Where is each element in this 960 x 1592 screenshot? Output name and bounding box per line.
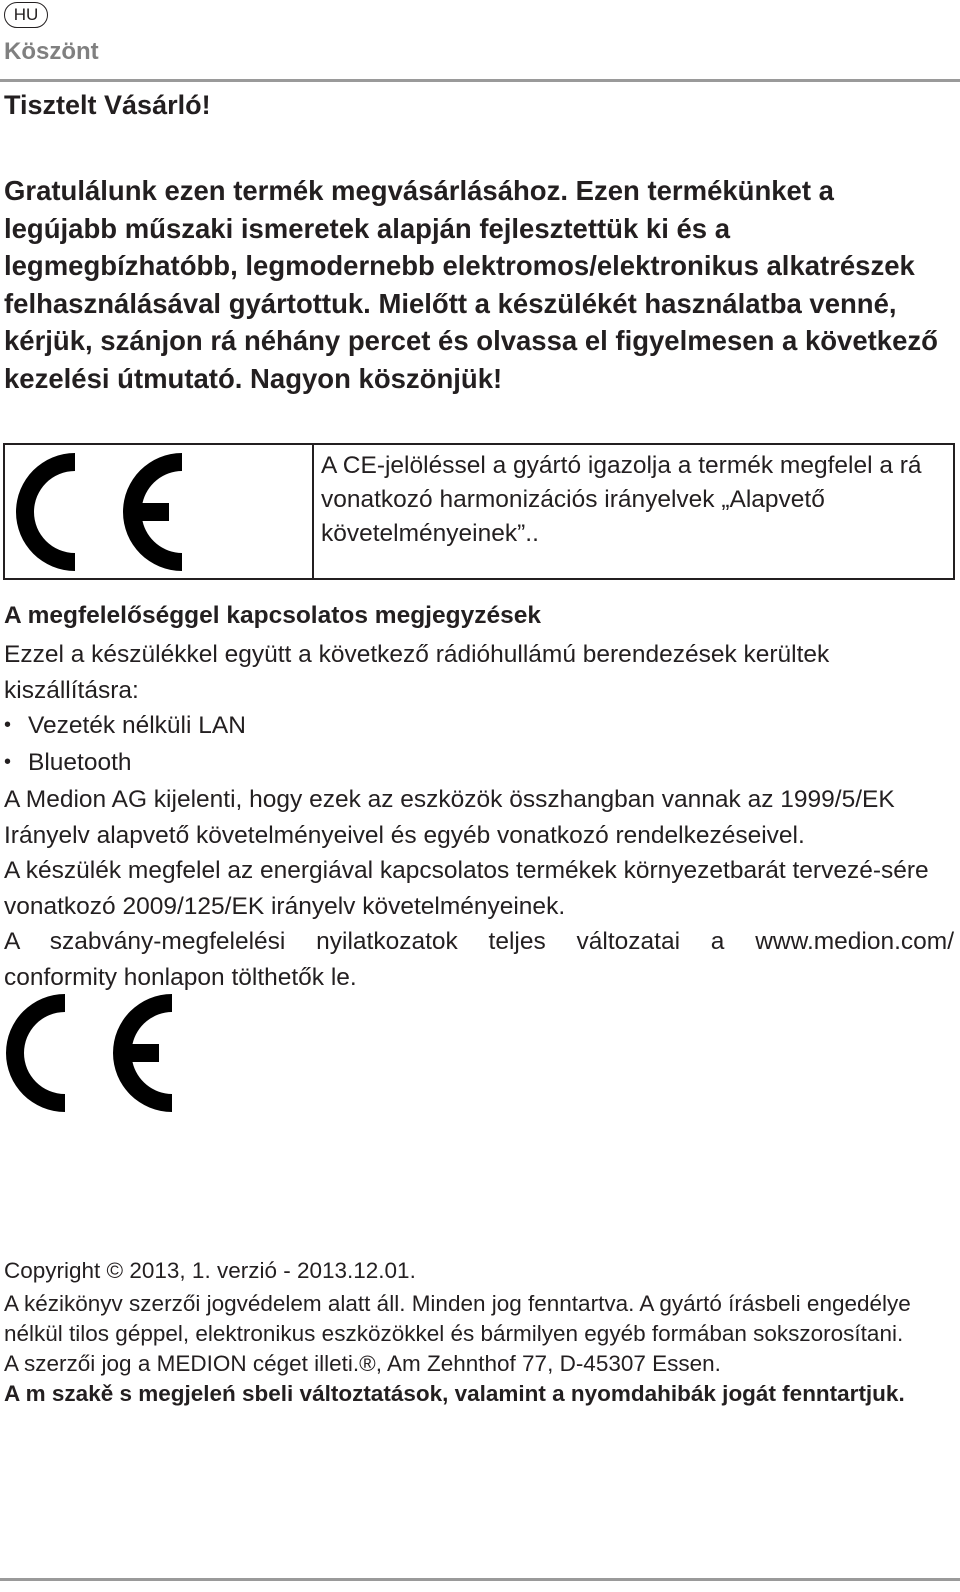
ce-box-divider <box>312 445 314 578</box>
ce-mark-icon <box>13 451 185 573</box>
download-line-1: A szabvány-megfelelési nyilatkozatok teljes változatai a www.medion.com/ <box>4 928 954 955</box>
footer-divider <box>0 1578 960 1581</box>
conformity-heading: A megfelelőséggel kapcsolatos megjegyzések <box>4 602 541 629</box>
rights-paragraph: A kézikönyv szerzői jogvédelem alatt áll. Minden jog fenntartva. A gyártó írásbeli engedélye nélkül tilos géppel, elektronikus eszközökkel és bármilyen egyéb formában sokszorosítani. <box>4 1291 911 1346</box>
copyright-line: Copyright © 2013, 1. verzió - 2013.12.01. <box>4 1258 416 1283</box>
greeting: Tisztelt Vásárló! <box>4 90 211 120</box>
copyright-footer <box>4 1256 954 1409</box>
section-title: Köszönt <box>4 38 99 65</box>
list-item: • Bluetooth <box>4 745 954 782</box>
ce-description: A CE-jelöléssel a gyártó igazolja a termék megfelel a rá vonatkozó harmonizációs irányelvek „Alapvető követelményeinek”.. <box>321 452 922 547</box>
download-line-2: conformity honlapon tölthetők le. <box>4 963 357 991</box>
owner-line: A szerzői jog a MEDION céget illeti.®, Am Zehnthof 77, D-45307 Essen. <box>4 1351 721 1376</box>
ce-info-box <box>3 443 955 580</box>
list-item: • Vezeték nélküli LAN <box>4 708 954 745</box>
declaration-paragraph: A Medion AG kijelenti, hogy ezek az eszközök összhangban vannak az 1999/5/EK Irányelv alapvető követelményeivel és egyéb vonatkozó rendelkezéseivel. <box>4 786 895 849</box>
conformity-intro: Ezzel a készülékkel együtt a következő rádióhullámú berendezések kerültek kiszállításra: <box>4 641 830 704</box>
bullet: • <box>4 714 12 736</box>
header-divider <box>0 79 960 82</box>
intro-paragraph: Gratulálunk ezen termék megvásárlásához. Ezen termékünket a legújabb műszaki ismeretek alapján fejlesztettük ki és a legmegbízhatóbb, legmodernebb elektromos/elektronikus alkatrészek felhasználásával gyártottuk. Mielőtt a készülékét használatba venné, kérjük, szánjon rá néhány percet és olvassa el figyelmesen a következő kezelési útmutató. Nagyon köszönjük! <box>4 175 938 394</box>
conformity-notes <box>4 637 954 995</box>
energy-paragraph: A készülék megfelel az energiával kapcsolatos termékek környezetbarát tervezé-sére vonatkozó 2009/125/EK irányelv követelményeinek. <box>4 857 929 920</box>
ce-mark-icon <box>4 992 174 1114</box>
language-badge: HU <box>4 2 48 28</box>
reservation-paragraph: A m szakě s megjeleń sbeli változtatások, valamint a nyomdahibák jogát fenntartjuk. <box>4 1381 905 1406</box>
bullet: • <box>4 751 12 773</box>
radio-equipment-list <box>4 708 954 782</box>
